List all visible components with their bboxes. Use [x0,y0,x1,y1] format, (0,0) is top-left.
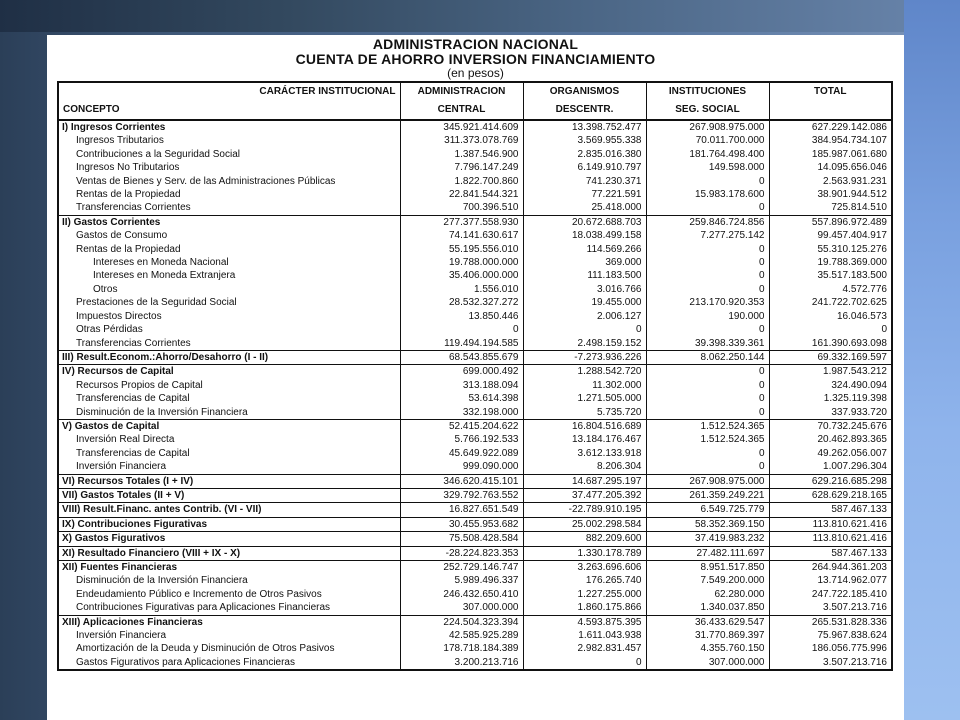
table-row [58,532,892,546]
organismos-value: 13.184.176.467 [523,433,646,446]
header-col2-line1: ORGANISMOS [523,82,646,101]
seg-social-value: 1.512.524.365 [646,419,769,433]
organismos-value: 2.835.016.380 [523,148,646,161]
table-row [58,474,892,488]
table-row [58,161,892,174]
organismos-value: 20.672.688.703 [523,215,646,229]
row-concept-label: Inversión Financiera [58,629,400,642]
total-value: 13.714.962.077 [769,574,892,587]
row-concept-label: Ingresos No Tributarios [58,161,400,174]
seg-social-value: 0 [646,201,769,215]
seg-social-value: 0 [646,283,769,296]
row-concept-label: Inversión Real Directa [58,433,400,446]
admin-central-value: 68.543.855.679 [400,350,523,364]
organismos-value: 19.455.000 [523,296,646,309]
seg-social-value: 267.908.975.000 [646,474,769,488]
total-value: 264.944.361.203 [769,561,892,575]
organismos-value: 1.860.175.866 [523,601,646,615]
admin-central-value: 277.377.558.930 [400,215,523,229]
row-concept-label: IV) Recursos de Capital [58,365,400,379]
admin-central-value: 332.198.000 [400,406,523,420]
admin-central-value: 30.455.953.682 [400,517,523,531]
admin-central-value: 35.406.000.000 [400,269,523,282]
organismos-value: 11.302.000 [523,379,646,392]
total-value: 38.901.944.512 [769,188,892,201]
admin-central-value: 28.532.327.272 [400,296,523,309]
row-concept-label: VI) Recursos Totales (I + IV) [58,474,400,488]
seg-social-value: 0 [646,269,769,282]
total-value: 629.216.685.298 [769,474,892,488]
organismos-value: 2.006.127 [523,310,646,323]
header-col2-line2: DESCENTR. [523,101,646,120]
organismos-value: 8.206.304 [523,460,646,474]
organismos-value: 114.569.266 [523,243,646,256]
admin-central-value: 53.614.398 [400,392,523,405]
row-concept-label: Disminución de la Inversión Financiera [58,406,400,420]
document-title: ADMINISTRACION NACIONAL [372,36,579,52]
total-value: 241.722.702.625 [769,296,892,309]
row-concept-label: Intereses en Moneda Nacional [58,256,400,269]
admin-central-value: 329.792.763.552 [400,488,523,502]
admin-central-value: 45.649.922.089 [400,447,523,460]
row-concept-label: Otras Pérdidas [58,323,400,336]
organismos-value: 2.498.159.152 [523,337,646,351]
seg-social-value: 0 [646,447,769,460]
organismos-value: 3.263.696.606 [523,561,646,575]
organismos-value: 25.418.000 [523,201,646,215]
background-right-band [904,0,960,720]
row-concept-label: Otros [58,283,400,296]
row-concept-label: V) Gastos de Capital [58,419,400,433]
admin-central-value: 5.766.192.533 [400,433,523,446]
table-row [58,379,892,392]
seg-social-value: 1.340.037.850 [646,601,769,615]
seg-social-value: 181.764.498.400 [646,148,769,161]
total-value: 1.987.543.212 [769,365,892,379]
total-value: 628.629.218.165 [769,488,892,502]
row-concept-label: Gastos Figurativos para Aplicaciones Financieras [58,656,400,670]
table-row [58,120,892,134]
row-concept-label: VIII) Result.Financ. antes Contrib. (VI - VII) [58,503,400,517]
seg-social-value: 0 [646,323,769,336]
admin-central-value: 999.090.000 [400,460,523,474]
row-concept-label: III) Result.Econom.:Ahorro/Desahorro (I - II) [58,350,400,364]
organismos-value: 369.000 [523,256,646,269]
table-row [58,488,892,502]
header-col4-line1: TOTAL [769,82,892,101]
table-row [58,134,892,147]
organismos-value: 0 [523,656,646,670]
admin-central-value: 75.508.428.584 [400,532,523,546]
total-value: 16.046.573 [769,310,892,323]
seg-social-value: 261.359.249.221 [646,488,769,502]
organismos-value: -22.789.910.195 [523,503,646,517]
row-concept-label: Recursos Propios de Capital [58,379,400,392]
table-row [58,406,892,420]
seg-social-value: 1.512.524.365 [646,433,769,446]
organismos-value: 77.221.591 [523,188,646,201]
row-concept-label: Prestaciones de la Seguridad Social [58,296,400,309]
total-value: 3.507.213.716 [769,601,892,615]
row-concept-label: Ventas de Bienes y Serv. de las Administraciones Públicas [58,175,400,188]
organismos-value: 5.735.720 [523,406,646,420]
seg-social-value: 0 [646,460,769,474]
table-row [58,546,892,560]
total-value: 324.490.094 [769,379,892,392]
seg-social-value: 0 [646,256,769,269]
admin-central-value: 307.000.000 [400,601,523,615]
seg-social-value: 8.062.250.144 [646,350,769,364]
total-value: 69.332.169.597 [769,350,892,364]
seg-social-value: 0 [646,379,769,392]
total-value: 1.325.119.398 [769,392,892,405]
table-row [58,350,892,364]
seg-social-value: 62.280.000 [646,588,769,601]
row-concept-label: Contribuciones a la Seguridad Social [58,148,400,161]
header-caracter: CARÁCTER INSTITUCIONAL [58,82,400,101]
table-row [58,588,892,601]
organismos-value: 18.038.499.158 [523,229,646,242]
table-row [58,574,892,587]
table-row [58,642,892,655]
admin-central-value: 42.585.925.289 [400,629,523,642]
row-concept-label: Transferencias de Capital [58,447,400,460]
table-body [58,120,892,670]
seg-social-value: 70.011.700.000 [646,134,769,147]
seg-social-value: 7.277.275.142 [646,229,769,242]
seg-social-value: 58.352.369.150 [646,517,769,531]
table-row [58,283,892,296]
total-value: 70.732.245.676 [769,419,892,433]
background-top-band [0,0,960,32]
total-value: 725.814.510 [769,201,892,215]
seg-social-value: 0 [646,406,769,420]
organismos-value: 0 [523,323,646,336]
seg-social-value: 6.549.725.779 [646,503,769,517]
admin-central-value: 252.729.146.747 [400,561,523,575]
total-value: 0 [769,323,892,336]
total-value: 384.954.734.107 [769,134,892,147]
table-row [58,201,892,215]
row-concept-label: Gastos de Consumo [58,229,400,242]
organismos-value: 111.183.500 [523,269,646,282]
admin-central-value: 22.841.544.321 [400,188,523,201]
admin-central-value: 119.494.194.585 [400,337,523,351]
seg-social-value: 0 [646,243,769,256]
organismos-value: 741.230.371 [523,175,646,188]
organismos-value: 1.330.178.789 [523,546,646,560]
admin-central-value: 52.415.204.622 [400,419,523,433]
table-row [58,269,892,282]
table-row [58,460,892,474]
admin-central-value: 74.141.630.617 [400,229,523,242]
admin-central-value: -28.224.823.353 [400,546,523,560]
seg-social-value: 213.170.920.353 [646,296,769,309]
units-note: (en pesos) [447,66,504,80]
organismos-value: 1.288.542.720 [523,365,646,379]
total-value: 55.310.125.276 [769,243,892,256]
table-row [58,419,892,433]
table-row [58,243,892,256]
admin-central-value: 13.850.446 [400,310,523,323]
table-row [58,175,892,188]
organismos-value: 882.209.600 [523,532,646,546]
row-concept-label: I) Ingresos Corrientes [58,120,400,134]
admin-central-value: 16.827.651.549 [400,503,523,517]
organismos-value: 37.477.205.392 [523,488,646,502]
seg-social-value: 8.951.517.850 [646,561,769,575]
total-value: 49.262.056.007 [769,447,892,460]
admin-central-value: 7.796.147.249 [400,161,523,174]
row-concept-label: Rentas de la Propiedad [58,243,400,256]
table-row [58,517,892,531]
admin-central-value: 345.921.414.609 [400,120,523,134]
total-value: 14.095.656.046 [769,161,892,174]
admin-central-value: 311.373.078.769 [400,134,523,147]
organismos-value: 1.271.505.000 [523,392,646,405]
total-value: 337.933.720 [769,406,892,420]
total-value: 99.457.404.917 [769,229,892,242]
table-row [58,433,892,446]
seg-social-value: 190.000 [646,310,769,323]
organismos-value: 1.611.043.938 [523,629,646,642]
row-concept-label: Endeudamiento Público e Incremento de Otros Pasivos [58,588,400,601]
seg-social-value: 37.419.983.232 [646,532,769,546]
header-col3-line2: SEG. SOCIAL [646,101,769,120]
seg-social-value: 0 [646,365,769,379]
table-row [58,656,892,670]
organismos-value: 14.687.295.197 [523,474,646,488]
header-concepto: CONCEPTO [58,101,400,120]
organismos-value: 3.612.133.918 [523,447,646,460]
seg-social-value: 36.433.629.547 [646,615,769,629]
row-concept-label: II) Gastos Corrientes [58,215,400,229]
header-col1-line1: ADMINISTRACION [400,82,523,101]
total-value: 161.390.693.098 [769,337,892,351]
organismos-value: 1.227.255.000 [523,588,646,601]
admin-central-value: 246.432.650.410 [400,588,523,601]
admin-central-value: 224.504.323.394 [400,615,523,629]
total-value: 186.056.775.996 [769,642,892,655]
total-value: 35.517.183.500 [769,269,892,282]
seg-social-value: 39.398.339.361 [646,337,769,351]
seg-social-value: 31.770.869.397 [646,629,769,642]
total-value: 2.563.931.231 [769,175,892,188]
row-concept-label: XI) Resultado Financiero (VIII + IX - X) [58,546,400,560]
table-row [58,601,892,615]
seg-social-value: 307.000.000 [646,656,769,670]
total-value: 557.896.972.489 [769,215,892,229]
total-value: 75.967.838.624 [769,629,892,642]
row-concept-label: Amortización de la Deuda y Disminución de Otros Pasivos [58,642,400,655]
table-row [58,188,892,201]
row-concept-label: X) Gastos Figurativos [58,532,400,546]
total-value: 627.229.142.086 [769,120,892,134]
seg-social-value: 259.846.724.856 [646,215,769,229]
total-value: 4.572.776 [769,283,892,296]
row-concept-label: Transferencias Corrientes [58,201,400,215]
table-row [58,310,892,323]
table-row [58,256,892,269]
row-concept-label: Inversión Financiera [58,460,400,474]
admin-central-value: 1.387.546.900 [400,148,523,161]
seg-social-value: 0 [646,392,769,405]
organismos-value: 2.982.831.457 [523,642,646,655]
row-concept-label: Contribuciones Figurativas para Aplicaciones Financieras [58,601,400,615]
admin-central-value: 1.822.700.860 [400,175,523,188]
seg-social-value: 27.482.111.697 [646,546,769,560]
organismos-value: 13.398.752.477 [523,120,646,134]
total-value: 587.467.133 [769,503,892,517]
seg-social-value: 0 [646,175,769,188]
table-row [58,296,892,309]
row-concept-label: XIII) Aplicaciones Financieras [58,615,400,629]
admin-central-value: 700.396.510 [400,201,523,215]
admin-central-value: 1.556.010 [400,283,523,296]
organismos-value: -7.273.936.226 [523,350,646,364]
total-value: 247.722.185.410 [769,588,892,601]
table-row [58,615,892,629]
admin-central-value: 55.195.556.010 [400,243,523,256]
table-header [58,82,892,120]
seg-social-value: 15.983.178.600 [646,188,769,201]
header-col4-line2 [769,101,892,120]
organismos-value: 176.265.740 [523,574,646,587]
table-row [58,148,892,161]
table-row [58,392,892,405]
total-value: 20.462.893.365 [769,433,892,446]
organismos-value: 25.002.298.584 [523,517,646,531]
seg-social-value: 267.908.975.000 [646,120,769,134]
organismos-value: 3.569.955.338 [523,134,646,147]
row-concept-label: Intereses en Moneda Extranjera [58,269,400,282]
admin-central-value: 3.200.213.716 [400,656,523,670]
row-concept-label: Impuestos Directos [58,310,400,323]
table-row [58,503,892,517]
admin-central-value: 0 [400,323,523,336]
admin-central-value: 346.620.415.101 [400,474,523,488]
document-sheet [47,35,904,720]
row-concept-label: Disminución de la Inversión Financiera [58,574,400,587]
total-value: 587.467.133 [769,546,892,560]
table-row [58,323,892,336]
organismos-value: 3.016.766 [523,283,646,296]
seg-social-value: 149.598.000 [646,161,769,174]
seg-social-value: 4.355.760.150 [646,642,769,655]
organismos-value: 4.593.875.395 [523,615,646,629]
total-value: 3.507.213.716 [769,656,892,670]
row-concept-label: VII) Gastos Totales (II + V) [58,488,400,502]
admin-central-value: 699.000.492 [400,365,523,379]
table-row [58,229,892,242]
row-concept-label: Transferencias de Capital [58,392,400,405]
row-concept-label: Ingresos Tributarios [58,134,400,147]
table-row [58,447,892,460]
total-value: 113.810.621.416 [769,532,892,546]
financial-table [57,81,893,671]
row-concept-label: Transferencias Corrientes [58,337,400,351]
header-col1-line2: CENTRAL [400,101,523,120]
header-col3-line1: INSTITUCIONES [646,82,769,101]
admin-central-value: 313.188.094 [400,379,523,392]
admin-central-value: 19.788.000.000 [400,256,523,269]
table-row [58,629,892,642]
admin-central-value: 178.718.184.389 [400,642,523,655]
table-row [58,337,892,351]
table-row [58,561,892,575]
total-value: 19.788.369.000 [769,256,892,269]
row-concept-label: IX) Contribuciones Figurativas [58,517,400,531]
row-concept-label: XII) Fuentes Financieras [58,561,400,575]
organismos-value: 16.804.516.689 [523,419,646,433]
document-subtitle: CUENTA DE AHORRO INVERSION FINANCIAMIENTO [295,51,656,67]
total-value: 265.531.828.336 [769,615,892,629]
organismos-value: 6.149.910.797 [523,161,646,174]
total-value: 113.810.621.416 [769,517,892,531]
table-row [58,365,892,379]
row-concept-label: Rentas de la Propiedad [58,188,400,201]
total-value: 185.987.061.680 [769,148,892,161]
seg-social-value: 7.549.200.000 [646,574,769,587]
table-row [58,215,892,229]
admin-central-value: 5.989.496.337 [400,574,523,587]
total-value: 1.007.296.304 [769,460,892,474]
